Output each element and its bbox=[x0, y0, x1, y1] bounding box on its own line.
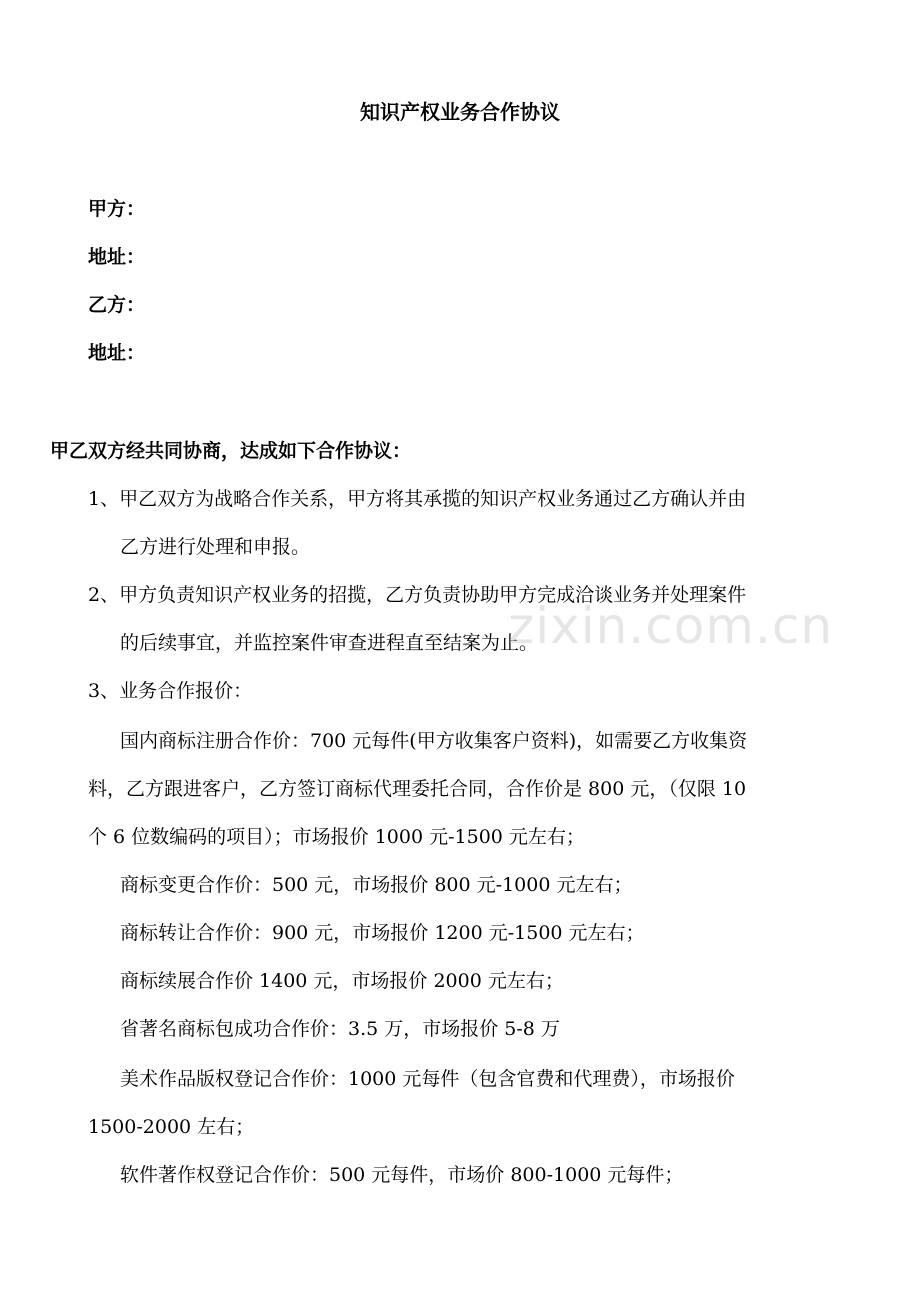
price-famous-trademark: 省著名商标包成功合作价：3.5 万，市场报价 5-8 万 bbox=[120, 1018, 560, 1040]
price-trademark-change: 商标变更合作价：500 元，市场报价 800 元-1000 元左右； bbox=[120, 874, 633, 896]
clause-1-line-1: 1、甲乙双方为战略合作关系，甲方将其承揽的知识产权业务通过乙方确认并由 bbox=[88, 488, 747, 510]
price-trademark-transfer: 商标转让合作价：900 元，市场报价 1200 元-1500 元左右； bbox=[120, 922, 645, 944]
clause-2-line-2: 的后续事宜，并监控案件审查进程直至结案为止。 bbox=[120, 632, 539, 654]
price-domestic-line-3: 个 6 位数编码的项目）；市场报价 1000 元-1500 元左右； bbox=[88, 826, 585, 848]
watermark: zixin.com.cn bbox=[508, 597, 834, 655]
agreement-intro: 甲乙双方经共同协商，达成如下合作协议： bbox=[50, 440, 412, 462]
clause-2-line-1: 2、甲方负责知识产权业务的招揽，乙方负责协助甲方完成洽谈业务并处理案件 bbox=[88, 584, 747, 606]
clause-1-line-2: 乙方进行处理和申报。 bbox=[120, 536, 311, 558]
clause-3-heading: 3、业务合作报价： bbox=[88, 680, 253, 702]
price-domestic-line-2: 料，乙方跟进客户，乙方签订商标代理委托合同，合作价是 800 元，（仅限 10 bbox=[88, 778, 747, 800]
party-b-label: 乙方： bbox=[88, 294, 146, 316]
party-a-label: 甲方： bbox=[88, 198, 146, 220]
price-art-copyright-line-1: 美术作品版权登记合作价：1000 元每件（包含官费和代理费），市场报价 bbox=[120, 1068, 735, 1090]
party-b-address-label: 地址： bbox=[88, 342, 146, 364]
price-software-copyright: 软件著作权登记合作价：500 元每件，市场价 800-1000 元每件； bbox=[120, 1164, 684, 1186]
price-art-copyright-line-2: 1500-2000 左右； bbox=[88, 1116, 255, 1138]
party-a-address-label: 地址： bbox=[88, 246, 146, 268]
price-trademark-renewal: 商标续展合作价 1400 元，市场报价 2000 元左右； bbox=[120, 970, 564, 992]
document-title: 知识产权业务合作协议 bbox=[360, 100, 560, 124]
price-domestic-line-1: 国内商标注册合作价：700 元每件(甲方收集客户资料)，如需要乙方收集资 bbox=[120, 730, 748, 752]
